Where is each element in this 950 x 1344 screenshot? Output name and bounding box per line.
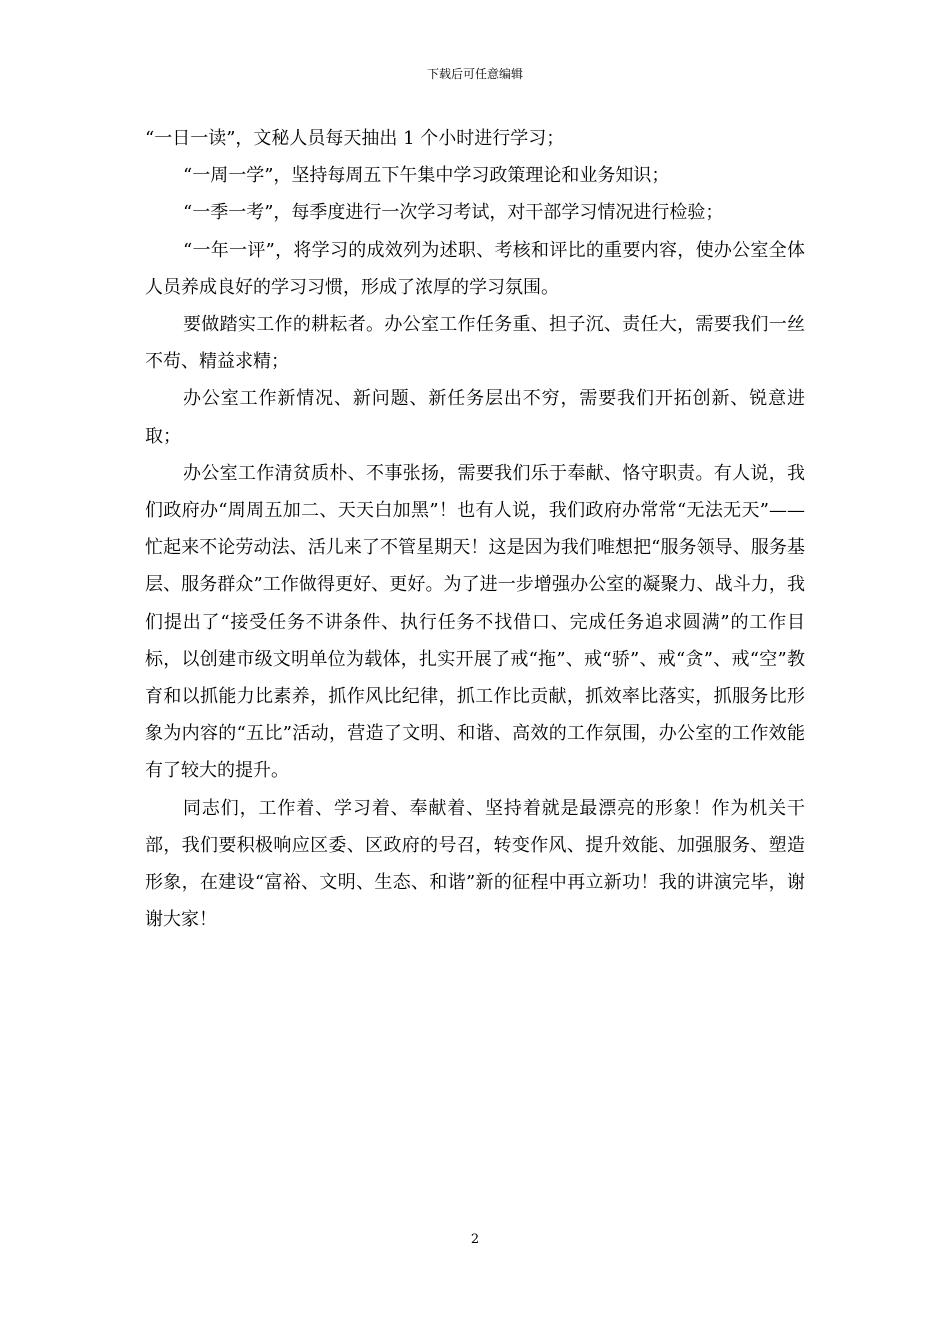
paragraph-closing: 同志们，工作着、学习着、奉献着、坚持着就是最漂亮的形象！作为机关干部，我们要积极响应区委、区政府的号召，转变作风、提升效能、加强服务、塑造形象，在建设“富裕、文明、生态、和谐”新的征程中再立新功！我的讲演完毕，谢谢大家！ — [145, 797, 805, 931]
paragraph-quarterly-exam: “一季一考”，每季度进行一次学习考试，对干部学习情况进行检验； — [183, 202, 724, 224]
document-body — [145, 120, 805, 938]
paragraph-yearly-review: “一年一评”，将学习的成效列为述职、考核和评比的重要内容，使办公室全体人员养成良好的学习习惯，形成了浓厚的学习氛围。 — [145, 239, 805, 298]
paragraph-innovation: 办公室工作新情况、新问题、新任务层出不穷，需要我们开拓创新、锐意进取； — [145, 388, 805, 447]
paragraph-daily-reading: “一日一读”，文秘人员每天抽出 1 个小时进行学习； — [145, 128, 565, 149]
page-number: 2 — [470, 1232, 480, 1247]
paragraph-diligent-worker: 要做踏实工作的耕耘者。办公室工作任务重、担子沉、责任大，需要我们一丝不苟、精益求精； — [145, 314, 805, 373]
page-header: 下载后可任意编辑 — [426, 67, 523, 81]
paragraph-dedication: 办公室工作清贫质朴、不事张扬，需要我们乐于奉献、恪守职责。有人说，我们政府办“周周五加二、天天白加黑”！也有人说，我们政府办常常“无法无天”——忙起来不论劳动法、活儿来了不管星期天！这是因为我们唯想把“服务领导、服务基层、服务群众”工作做得更好、更好。为了进一步增强办公室的凝聚力、战斗力，我们提出了“接受任务不讲条件、执行任务不找借口、完成任务追求圆满”的工作目标，以创建市级文明单位为载体，扎实开展了戒“拖”、戒“骄”、戒“贪”、戒“空”教育和以抓能力比素养，抓作风比纪律，抓工作比贡献，抓效率比落实，抓服务比形象为内容的“五比”活动，营造了文明、和谐、高效的工作氛围，办公室的工作效能有了较大的提升。 — [145, 462, 805, 782]
paragraph-weekly-study: “一周一学”，坚持每周五下午集中学习政策理论和业务知识； — [183, 165, 670, 187]
